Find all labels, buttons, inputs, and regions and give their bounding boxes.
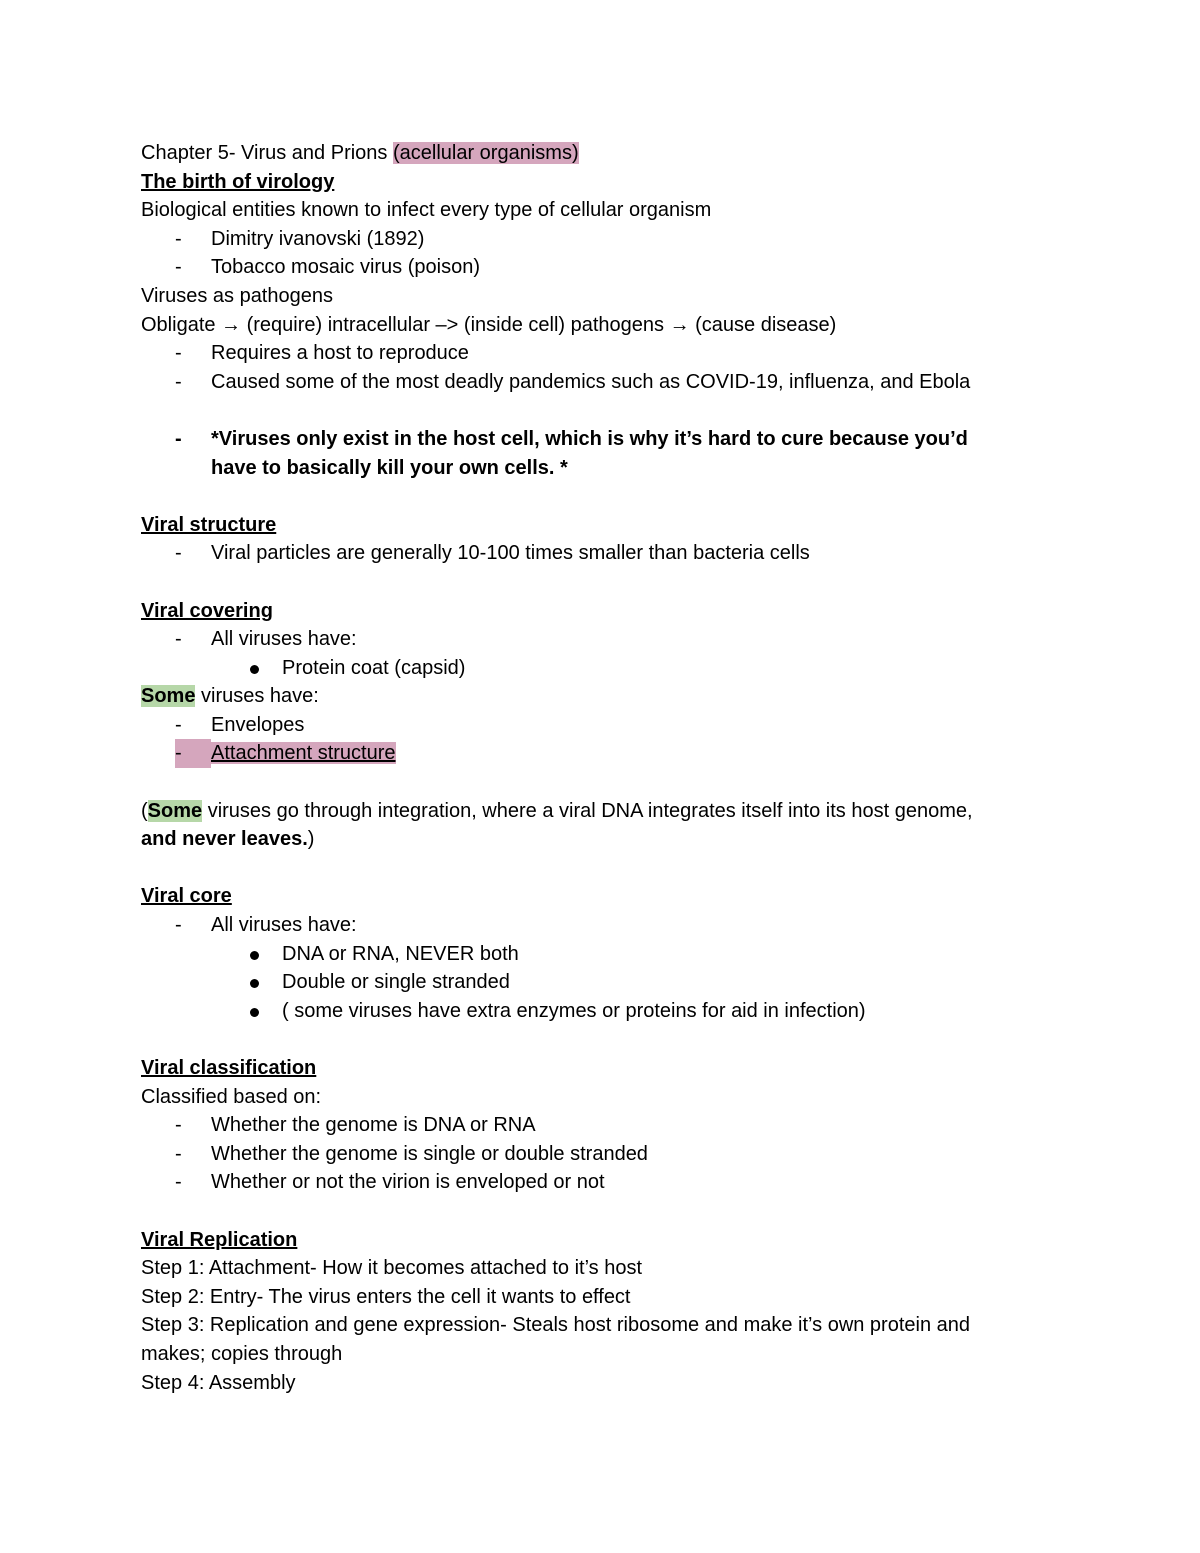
paragraph: Biological entities known to infect every type of cellular organism — [141, 199, 712, 222]
replication-step: Step 1: Attachment- How it becomes attached to it’s host — [141, 1257, 643, 1280]
heading-viral-structure: Viral structure — [141, 513, 277, 536]
list-item: - Whether the genome is single or double stranded — [175, 1142, 648, 1165]
paragraph-integration: (Some viruses go through integration, where a viral DNA integrates itself into its host genome, — [141, 799, 973, 822]
attachment-highlight: Attachment structure — [211, 742, 396, 765]
paragraph: Viruses as pathogens — [141, 284, 333, 307]
list-item: - Requires a host to reproduce — [175, 342, 469, 365]
heading-viral-replication: Viral Replication — [141, 1228, 298, 1251]
list-item: - Dimitry ivanovski (1892) — [175, 227, 425, 250]
some-highlight: Some — [141, 685, 196, 708]
bullet-item: DNA or RNA, NEVER both — [141, 940, 1071, 969]
list-item: - Whether or not the virion is enveloped or not — [175, 1171, 605, 1194]
title-highlight: (acellular organisms) — [392, 142, 579, 164]
bullet-item: ( some viruses have extra enzymes or proteins for aid in infection) — [141, 997, 1071, 1026]
replication-step: Step 4: Assembly — [141, 1371, 296, 1394]
replication-step: Step 3: Replication and gene expression- Steals host ribosome and make it’s own protein and — [141, 1314, 971, 1337]
document-title: Chapter 5- Virus and Prions (acellular organisms) — [141, 142, 579, 164]
heading-viral-classification: Viral classification — [141, 1057, 317, 1079]
bullet-item: Protein coat (capsid) — [141, 654, 1071, 683]
list-item-highlighted: - Attachment structure — [141, 739, 1071, 768]
paragraph-integration-continued: and never leaves.) — [141, 828, 315, 851]
list-item: - Viral particles are generally 10-100 times smaller than bacteria cells — [175, 542, 810, 565]
bullet-icon — [250, 951, 259, 960]
some-highlight: Some — [147, 799, 203, 822]
bold-note-continued: have to basically kill your own cells. * — [211, 456, 568, 479]
heading-viral-covering: Viral covering — [141, 599, 273, 622]
bullet-icon — [250, 665, 259, 674]
heading-viral-core: Viral core — [141, 885, 232, 908]
heading-birth-of-virology: The birth of virology — [141, 170, 335, 193]
paragraph: Classified based on: — [141, 1085, 322, 1108]
list-item: - All viruses have: — [175, 628, 357, 651]
paragraph: Obligate → (require) intracellular –> (inside cell) pathogens → (cause disease) — [141, 313, 837, 336]
list-item: - Caused some of the most deadly pandemics such as COVID-19, influenza, and Ebola — [175, 370, 971, 393]
bullet-item: Double or single stranded — [141, 968, 1071, 997]
list-item: - Whether the genome is DNA or RNA — [175, 1114, 536, 1137]
list-item: - All viruses have: — [175, 914, 357, 937]
list-item: - Tobacco mosaic virus (poison) — [175, 256, 480, 279]
paragraph: Some viruses have: — [141, 685, 319, 708]
bold-note: - *Viruses only exist in the host cell, which is why it’s hard to cure because you’d — [175, 427, 968, 450]
list-item: - Envelopes — [175, 713, 305, 736]
document-page — [141, 139, 1071, 1397]
replication-step: Step 2: Entry- The virus enters the cell it wants to effect — [141, 1285, 631, 1308]
bullet-icon — [250, 1008, 259, 1017]
replication-step-continued: makes; copies through — [141, 1342, 343, 1365]
